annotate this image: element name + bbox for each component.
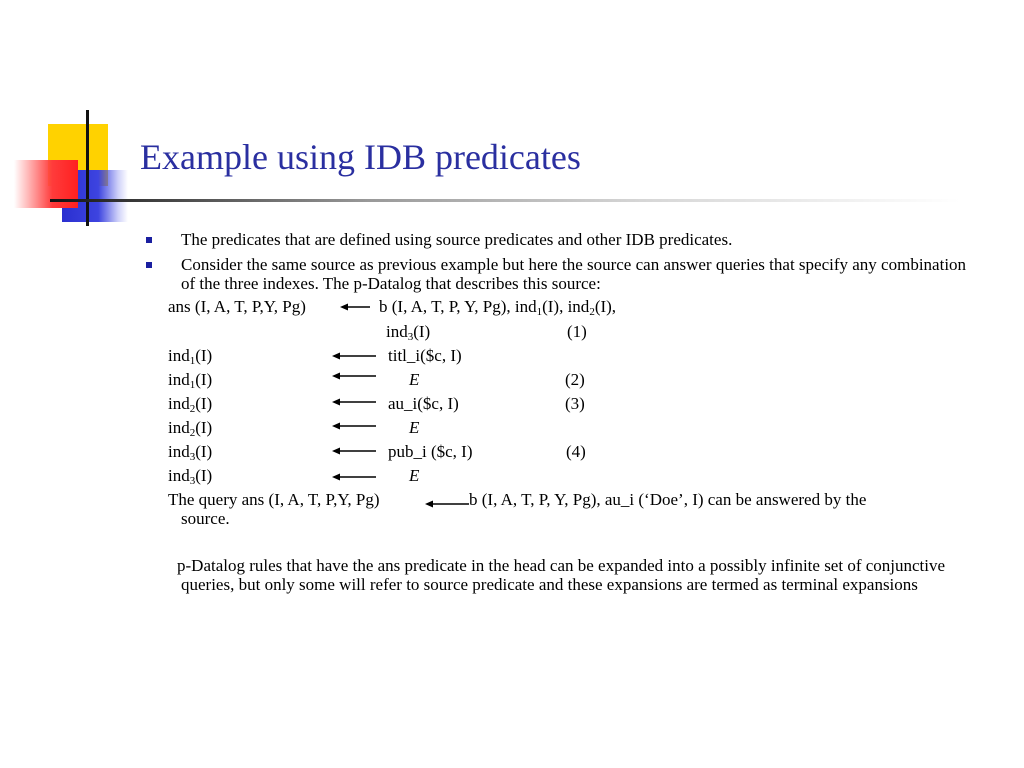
bullet-marker [146, 237, 152, 243]
rule-head: ind$_2$(I) [168, 418, 213, 439]
query-continuation: source. [181, 509, 230, 528]
rule-body-line1: b (I, A, T, P, Y, Pg), ind$_1$(I), ind$_2$(I), [379, 297, 617, 318]
arrow-left-icon [332, 446, 376, 456]
rule-head: ind$_3$(I) [168, 466, 213, 487]
rule-head: ind$_1$(I) [168, 370, 213, 391]
arrow-left-icon [332, 421, 376, 431]
rule-head: ind$_3$(I) [168, 442, 213, 463]
arrow-left-icon [340, 302, 370, 312]
query-body: b (I, A, T, P, Y, Pg), au_i (‘Doe’, I) can be answered by the [469, 490, 867, 509]
rule-head: ind$_1$(I) [168, 346, 213, 367]
arrow-left-icon [332, 371, 376, 381]
rule-body: titl_i($c, I) [388, 346, 462, 365]
rule-body: pub_i ($c, I) [388, 442, 473, 461]
bullet-1-text: The predicates that are defined using source predicates and other IDB predicates. [181, 230, 733, 249]
rule-body-line2: ind$_3$(I) [386, 322, 431, 343]
rule-number: (2) [565, 370, 585, 389]
title-underline [50, 199, 960, 202]
arrow-left-icon [332, 351, 376, 361]
slide-title: Example using IDB predicates [140, 137, 581, 177]
closing-paragraph: p-Datalog rules that have the ans predicate in the head can be expanded into a possibly infinite set of conjunctive queries, but only some will refer to source predicate and these expansions are termed as terminal expansions [177, 556, 946, 594]
rule-body-epsilon: E [409, 370, 420, 389]
rule-number: (3) [565, 394, 585, 413]
rule-head: ans (I, A, T, P,Y, Pg) [168, 297, 306, 316]
arrow-left-icon [332, 472, 376, 482]
rule-number: (4) [566, 442, 586, 461]
rule-body-epsilon: E [409, 466, 420, 485]
bullet-2-text: Consider the same source as previous example but here the source can answer queries that specify any combination of the three indexes. The p-Datalog that describes this source: [181, 255, 967, 293]
rule-body-epsilon: E [409, 418, 420, 437]
rule-body: au_i($c, I) [388, 394, 459, 413]
arrow-left-icon [332, 397, 376, 407]
query-head: The query ans (I, A, T, P,Y, Pg) [168, 490, 380, 509]
rule-head: ind$_2$(I) [168, 394, 213, 415]
rule-number: (1) [567, 322, 587, 341]
bullet-marker [146, 262, 152, 268]
decor-vertical-line [86, 110, 89, 226]
arrow-left-icon [425, 499, 469, 509]
